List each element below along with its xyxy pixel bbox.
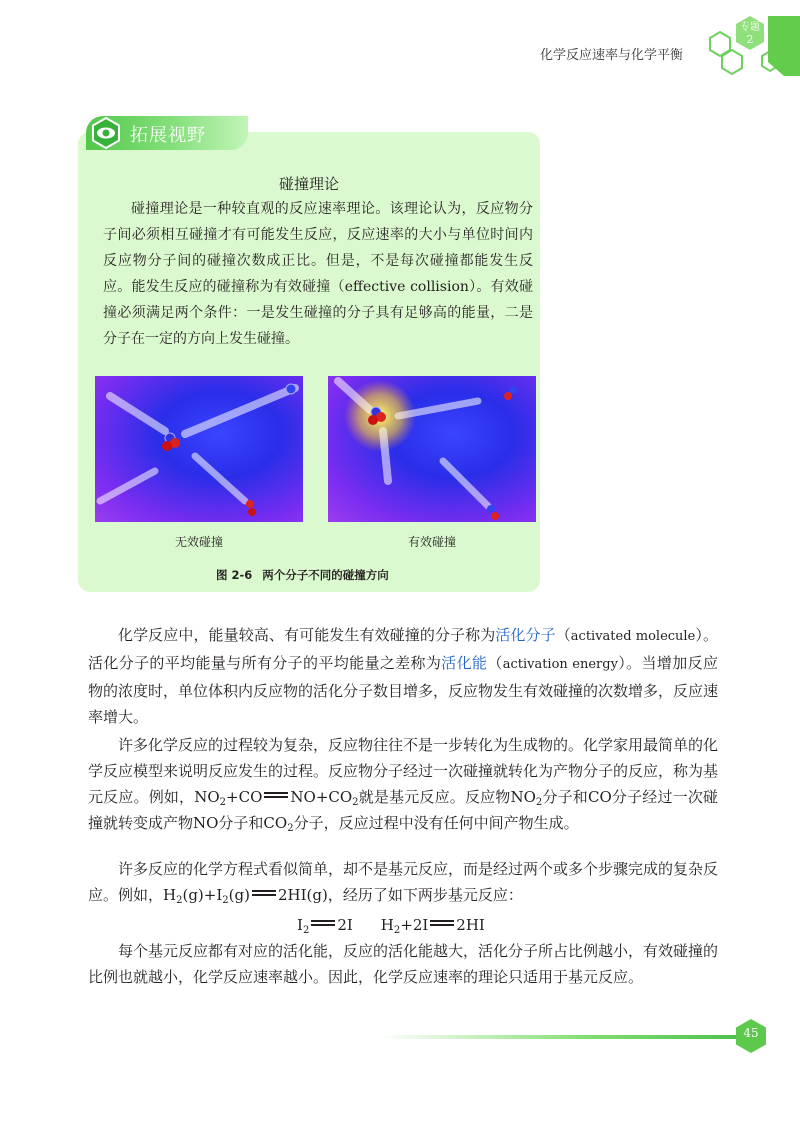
extended-vision-tag — [86, 116, 248, 150]
chapter-title: 化学反应速率与化学平衡 — [539, 48, 683, 63]
ineffective-collision-image — [95, 376, 303, 522]
topic-number: 2 — [746, 33, 754, 46]
topic-hexagon-badge — [700, 16, 800, 86]
equilibrium-sign — [250, 888, 278, 898]
equilibrium-sign — [428, 918, 456, 928]
box-text: 碰撞理论是一种较直观的反应速率理论。该理论认为，反应物分子间必须相互碰撞才有可能发生反应，反应速率的大小与单位时间内反应物分子间的碰撞次数成正比。但是，不是每次碰撞都能发生反应。能发生反应的碰撞称为有效碰撞（effective collision）。有效碰撞必须满足两个条件：一是发生碰撞的分子具有足够高的能量，二是分子在一定的方向上发生碰撞。 — [103, 201, 533, 347]
ineffective-collision-caption: 无效碰撞 — [174, 535, 223, 549]
eye-icon — [90, 117, 122, 149]
box-title: 碰撞理论 — [278, 175, 339, 193]
figure-caption-text: 两个分子不同的碰撞方向 — [262, 568, 389, 582]
effective-collision-caption: 有效碰撞 — [407, 535, 456, 549]
figure-number: 图 2-6 — [216, 568, 253, 582]
paragraph-activation-energy: 每个基元反应都有对应的活化能，反应的活化能越大，活化分子所占比例越小，有效碰撞的比例也就越小，化学反应速率越小。因此，化学反应速率的理论只适用于基元反应。 — [88, 942, 719, 986]
paragraph-complex-reaction: 许多反应的化学方程式看似简单，却不是基元反应，而是经过两个或多个步骤完成的复杂反应。例如，$H_2(g)+I_2(g)$ 2HI(g)，经历了如下两步基元反应： — [88, 860, 719, 906]
paragraph-elementary-reaction: 许多化学反应的过程较为复杂，反应物往往不是一步转化为生成物的。化学家用最简单的化学反应模型来说明反应发生的过程。反应物分子经过一次碰撞就转化为产物分子的反应，称为基元反应。例如，$NO_2+CO$ $NO+CO_2$就是基元反应。反应物$NO_2$分子和CO分子经过一次碰撞就转变成产物NO分子和$CO_2$分子，反应过程中没有任何中间产物生成。 — [88, 736, 719, 834]
paragraph-activated-molecule: 化学反应中，能量较高、有可能发生有效碰撞的分子称为活化分子（activated molecule）。活化分子的平均能量与所有分子的平均能量之差称为活化能（activation energy）。当增加反应物的浓度时，单位体积内反应物的活化分子数目增多，反应物发生有效碰撞的次数增多，反应速率增大。 — [88, 626, 719, 726]
elementary-equations: $I_2$ 2I $H_2+2I$ 2HI — [297, 916, 485, 936]
topic-label: 专题 — [740, 22, 760, 33]
term-activated-molecule: 活化分子 — [495, 626, 556, 644]
page-number: 45 — [743, 1026, 759, 1040]
term-activation-energy: 活化能 — [441, 654, 488, 672]
tag-label: 拓展视野 — [130, 125, 206, 146]
figure-caption — [216, 567, 389, 583]
equilibrium-sign — [262, 790, 290, 800]
equilibrium-sign — [309, 918, 337, 928]
effective-collision-image — [328, 376, 536, 522]
footer-line — [380, 1035, 740, 1039]
